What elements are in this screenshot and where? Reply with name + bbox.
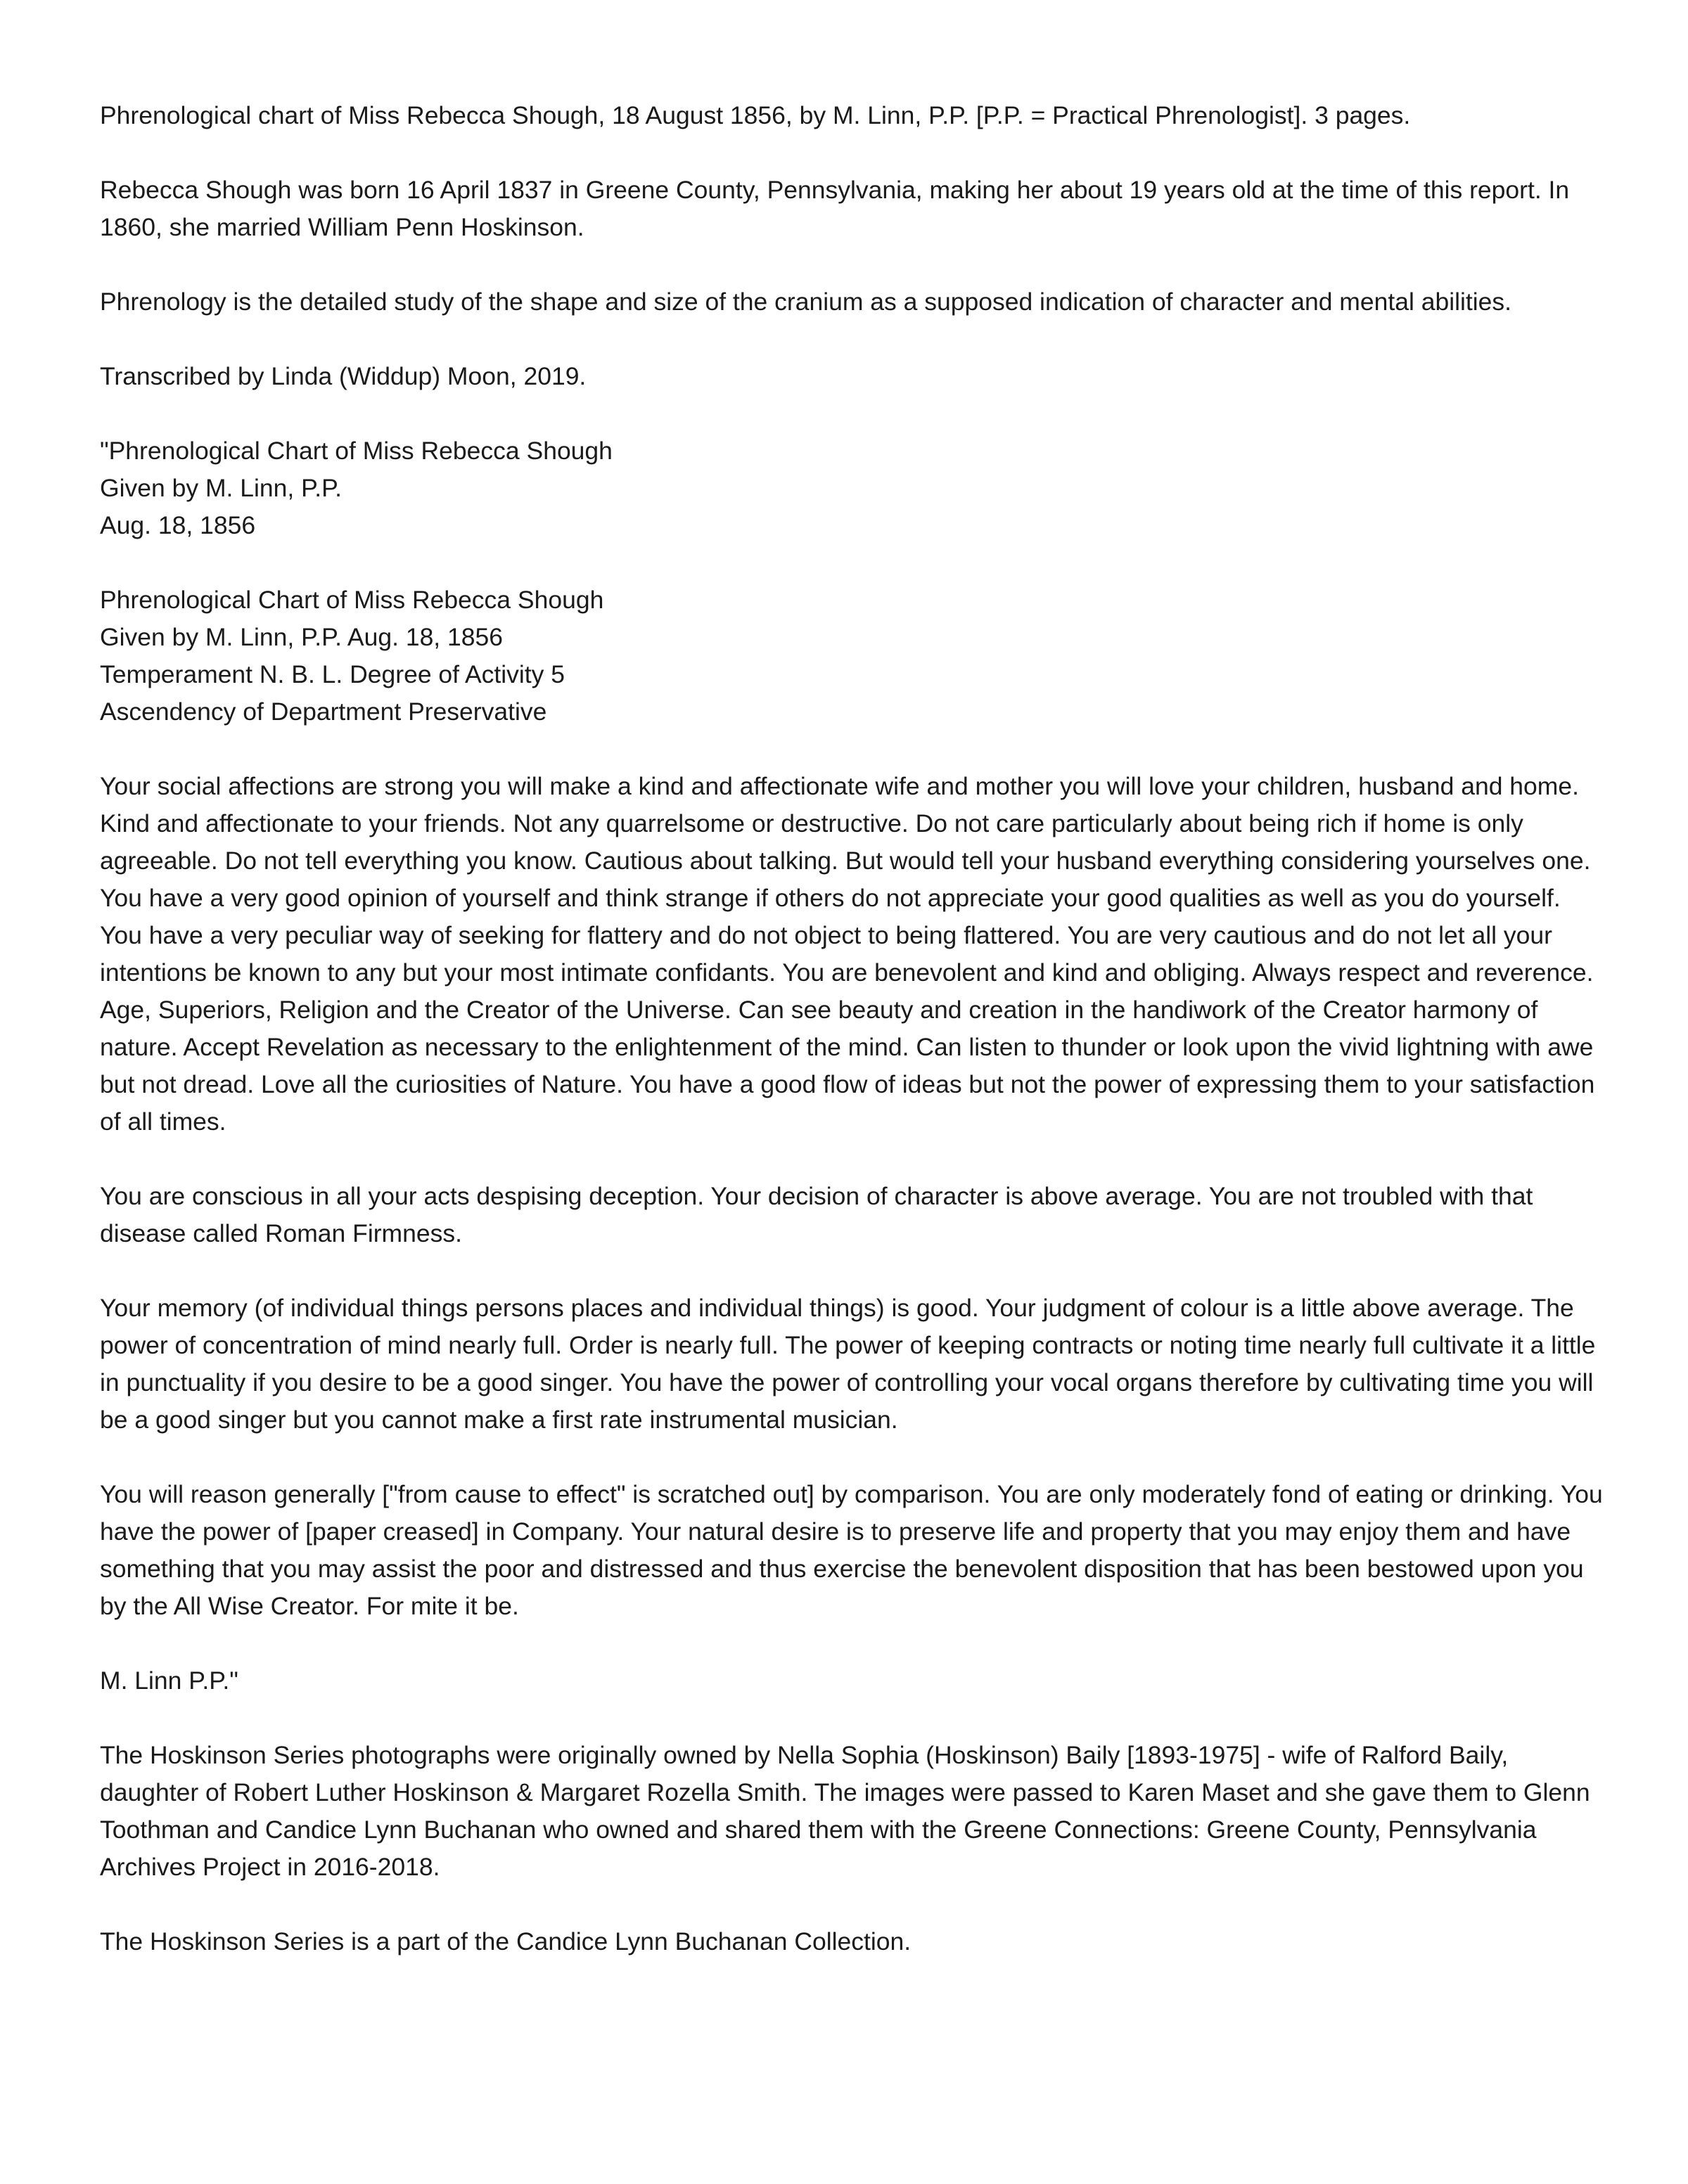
body-paragraph: You will reason generally ["from cause to effect" is scratched out] by comparison. You are only moderately fond of eating or drinking. You have the power of [paper creased] in Company. Your natural desire is to preserve life and property that you may enjoy them and have something that you may assist the poor and distressed and thus exercise the benevolent disposition that has been bestowed upon you by the All Wise Creator. For mite it be. [100, 1480, 1603, 1620]
body-paragraph: Your memory (of individual things persons places and individual things) is good. Your judgment of colour is a little above average. The power of concentration of mind nearly full. Order is nearly full. The power of keeping contracts or noting time nearly full cultivate it a little in punctuality if you desire to be a good singer. You have the power of controlling your vocal organs therefore by cultivating time you will be a good singer but you cannot make a first rate instrumental musician. [100, 1294, 1596, 1434]
body-paragraph: Your social affections are strong you will make a kind and affectionate wife and mother you will love your children, husband and home. Kind and affectionate to your friends. Not any quarrelsome or destructive. Do not care particularly about being rich if home is only agreeable. Do not tell everything you know. Cautious about talking. But would tell your husband everything considering yourselves one. You have a very good opinion of yourself and think strange if others do not appreciate your good qualities as well as you do yourself. You have a very peculiar way of seeking for flattery and do not object to being flattered. You are very cautious and do not let all your intentions be known to any but your most intimate confidants. You are benevolent and kind and obliging. Always respect and reverence. Age, Superiors, Religion and the Creator of the Universe. Can see beauty and creation in the handiwork of the Creator harmony of nature. Accept Revelation as necessary to the enlightenment of the mind. Can listen to thunder or look upon the vivid lightning with awe but not dread. Love all the curiosities of Nature. You have a good flow of ideas but not the power of expressing them to your satisfaction of all times. [100, 772, 1595, 1136]
definition-paragraph: Phrenology is the detailed study of the shape and size of the cranium as a supposed indication of character and mental abilities. [100, 288, 1511, 316]
header-line: Phrenological Chart of Miss Rebecca Shough [100, 586, 604, 614]
body-paragraph: You are conscious in all your acts despising deception. Your decision of character is above average. You are not troubled with that disease called Roman Firmness. [100, 1182, 1533, 1247]
cover-block [100, 432, 1605, 544]
intro-paragraph: Phrenological chart of Miss Rebecca Shough, 18 August 1856, by M. Linn, P.P. [P.P. = Practical Phrenologist]. 3 pages. [100, 101, 1411, 129]
header-line: Temperament N. B. L. Degree of Activity 5 [100, 660, 565, 688]
signature: M. Linn P.P." [100, 1666, 238, 1695]
biography-paragraph: Rebecca Shough was born 16 April 1837 in Greene County, Pennsylvania, making her about 19 years old at the time of this report. In 1860, she married William Penn Hoskinson. [100, 176, 1570, 241]
document-page [100, 97, 1605, 1960]
header-line: Given by M. Linn, P.P. Aug. 18, 1856 [100, 623, 504, 651]
chart-header-block [100, 582, 1605, 731]
collection-note: The Hoskinson Series is a part of the Candice Lynn Buchanan Collection. [100, 1927, 912, 1955]
header-line: Ascendency of Department Preservative [100, 698, 547, 726]
cover-line: Given by M. Linn, P.P. [100, 474, 343, 502]
provenance-paragraph: The Hoskinson Series photographs were originally owned by Nella Sophia (Hoskinson) Baily [1893-1975] - wife of Ralford Baily, daughter of Robert Luther Hoskinson & Margaret Rozella Smith. The images were passed to Karen Maset and she gave them to Glenn Toothman and Candice Lynn Buchanan who owned and shared them with the Greene Connections: Greene County, Pennsylvania Archives Project in 2016-2018. [100, 1741, 1590, 1881]
cover-line: "Phrenological Chart of Miss Rebecca Shough [100, 437, 613, 465]
cover-line: Aug. 18, 1856 [100, 511, 256, 539]
transcriber-note: Transcribed by Linda (Widdup) Moon, 2019. [100, 362, 587, 390]
